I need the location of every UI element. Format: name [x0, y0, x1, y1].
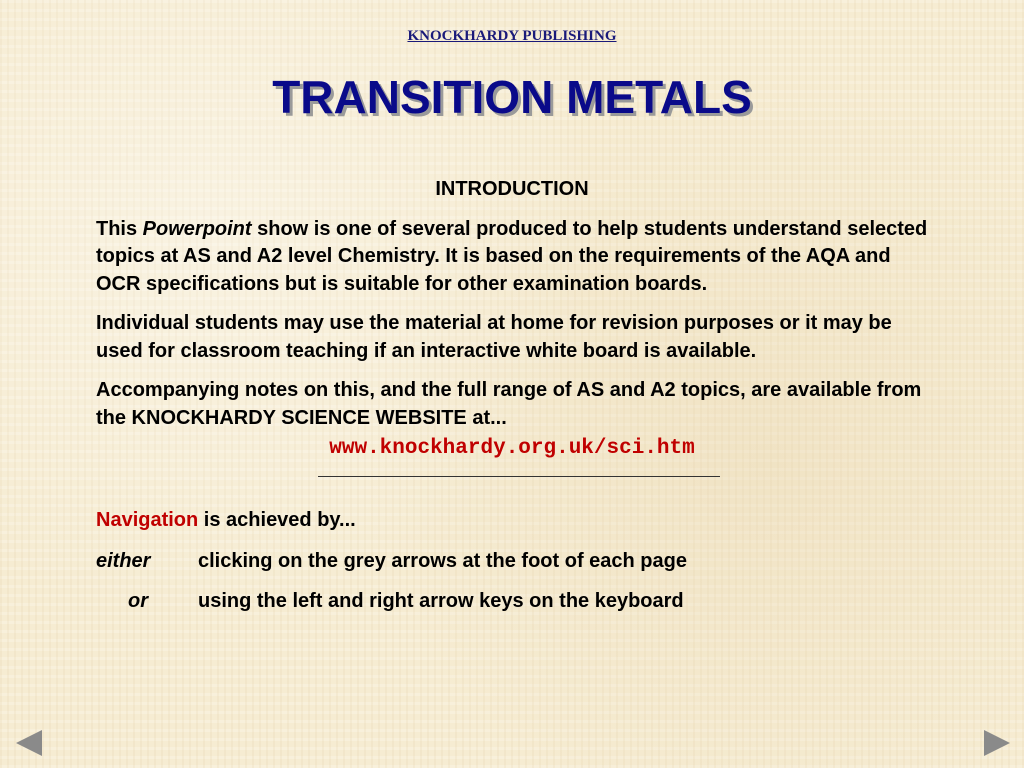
- p1-rest: show is one of several produced to help students understand selected topics at AS and A2 level Chemistry. It is based on the requirements of the AQA and OCR specifications but is suitable for other examination boards.: [96, 217, 928, 295]
- publisher-label: KNOCKHARDY PUBLISHING: [407, 28, 617, 44]
- intro-paragraph-1: [96, 216, 928, 299]
- divider: [318, 476, 720, 477]
- next-slide-arrow-icon[interactable]: [984, 730, 1010, 756]
- option-key: or: [128, 590, 148, 612]
- website-link[interactable]: www.knockhardy.org.uk/sci.htm: [329, 437, 695, 460]
- option-text: clicking on the grey arrows at the foot of each page: [198, 549, 687, 572]
- p1-italic: Powerpoint: [142, 217, 252, 240]
- option-text: using the left and right arrow keys on the keyboard: [198, 590, 684, 612]
- nav-option-or: [96, 588, 928, 616]
- navigation-line: [96, 507, 928, 535]
- navigation-label: Navigation: [96, 509, 199, 531]
- intro-paragraph-3: Accompanying notes on this, and the full range of AS and A2 topics, are available from the KNOCKHARDY SCIENCE WEBSITE at...: [96, 379, 922, 429]
- slide-title: TRANSITION METALS: [272, 71, 752, 123]
- navigation-label-rest: is achieved by...: [198, 509, 356, 531]
- nav-option-either: [96, 548, 928, 576]
- intro-heading: INTRODUCTION: [435, 178, 589, 200]
- p1-prefix: This: [96, 217, 143, 240]
- slide-content: [96, 176, 928, 616]
- intro-paragraph-2: Individual students may use the material at home for revision purposes or it may be used for classroom teaching if an interactive white board is available.: [96, 312, 892, 362]
- option-key: either: [96, 549, 151, 572]
- previous-slide-arrow-icon[interactable]: [16, 730, 42, 756]
